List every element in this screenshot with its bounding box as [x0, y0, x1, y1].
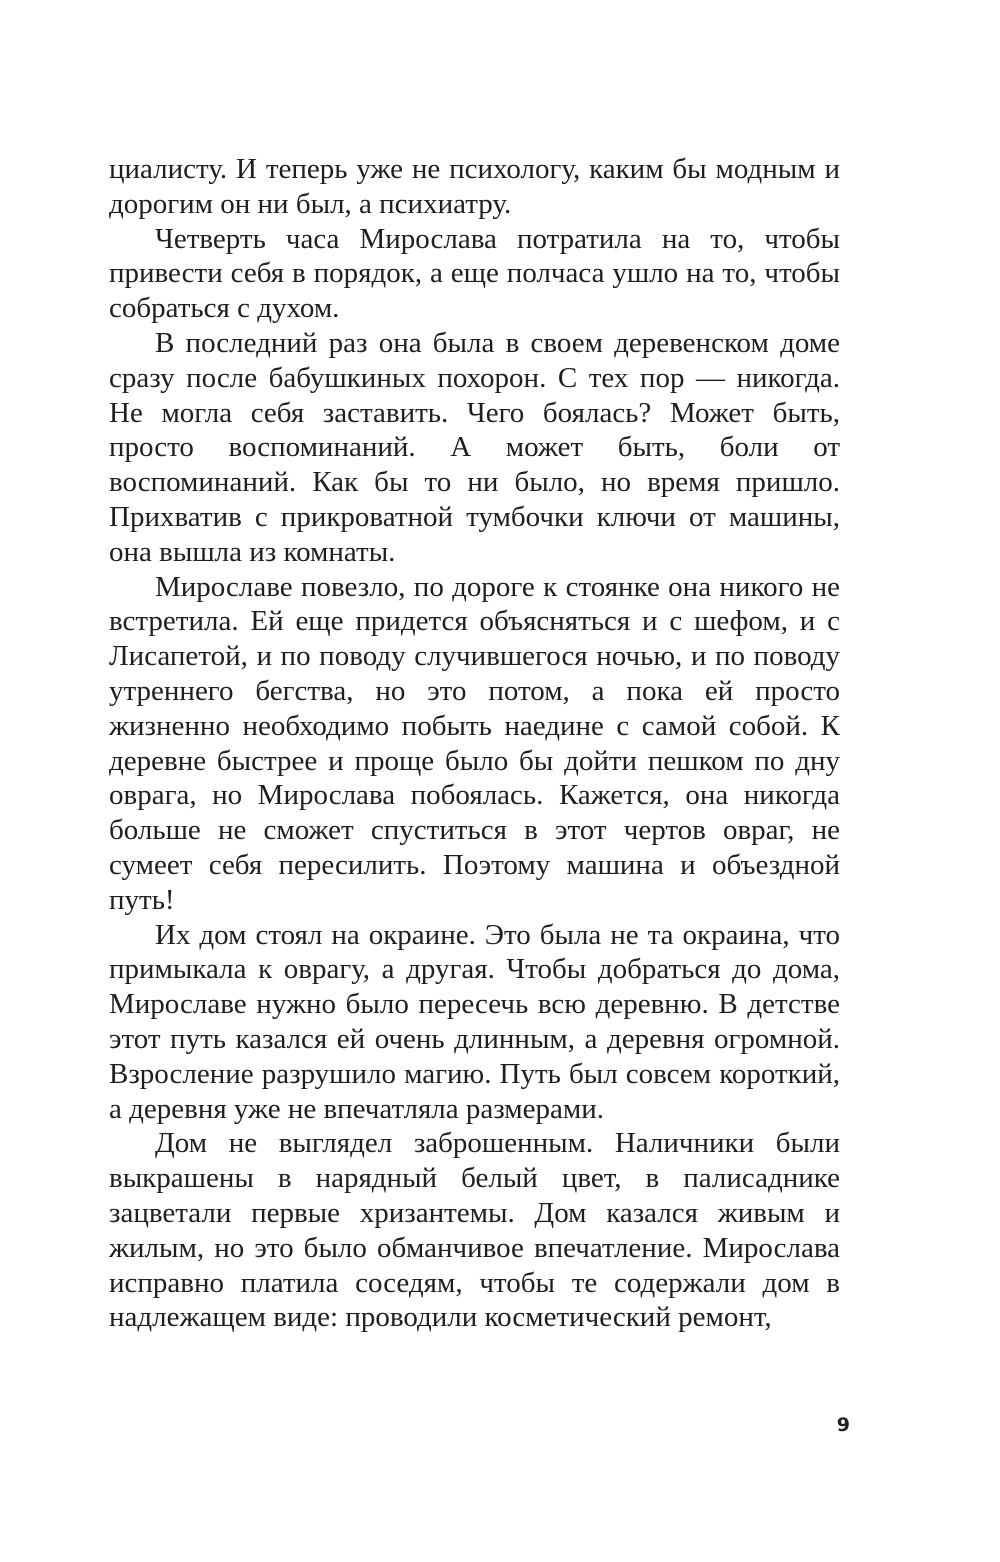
body-text: [109, 152, 840, 1335]
paragraph-4: Мирославе повезло, по дороге к стоянке она никого не встретила. Ей еще придется объясняться и с шефом, и с Лисапетой, и по поводу случившегося ночью, и по поводу утреннего бегства, но это потом, а пока ей просто жизненно необходимо побыть наедине с самой собой. К деревне быстрее и проще было бы дойти пешком по дну оврага, но Мирослава побоялась. Кажется, она никогда больше не сможет спуститься в этот чертов овраг, не сумеет себя пересилить. Поэтому машина и объездной путь!: [109, 570, 840, 916]
paragraph-6: Дом не выглядел заброшенным. Наличники были выкрашены в нарядный белый цвет, в палисаднике зацветали первые хризантемы. Дом казался живым и жилым, но это было обманчивое впечатление. Мирослава исправно платила соседям, чтобы те содержали дом в надлежащем виде: проводили косметический ремонт,: [109, 1127, 840, 1334]
paragraph-3: В последний раз она была в своем деревенском доме сразу после бабушкиных похорон. С тех пор — никогда. Не могла себя заставить. Чего боялась? Может быть, просто воспоминаний. А может быть, боли от воспоминаний. Как бы то ни было, но время пришло. Прихватив с прикроватной тумбочки ключи от машины, она вышла из комнаты.: [109, 326, 840, 568]
paragraph-2: Четверть часа Мирослава потратила на то, чтобы привести себя в порядок, а еще полчаса ушло на то, чтобы собраться с духом.: [109, 222, 840, 325]
page-number: 9: [836, 1414, 850, 1436]
paragraph-5: Их дом стоял на окраине. Это была не та окраина, что примыкала к оврагу, а другая. Чтобы добраться до дома, Мирославе нужно было пересечь всю деревню. В детстве этот путь казался ей очень длинным, а деревня огромной. Взросление разрушило магию. Путь был совсем короткий, а деревня уже не впечатляла размерами.: [109, 918, 840, 1125]
paragraph-1: циалисту. И теперь уже не психологу, каким бы модным и дорогим он ни был, а психиатру.: [109, 153, 840, 220]
